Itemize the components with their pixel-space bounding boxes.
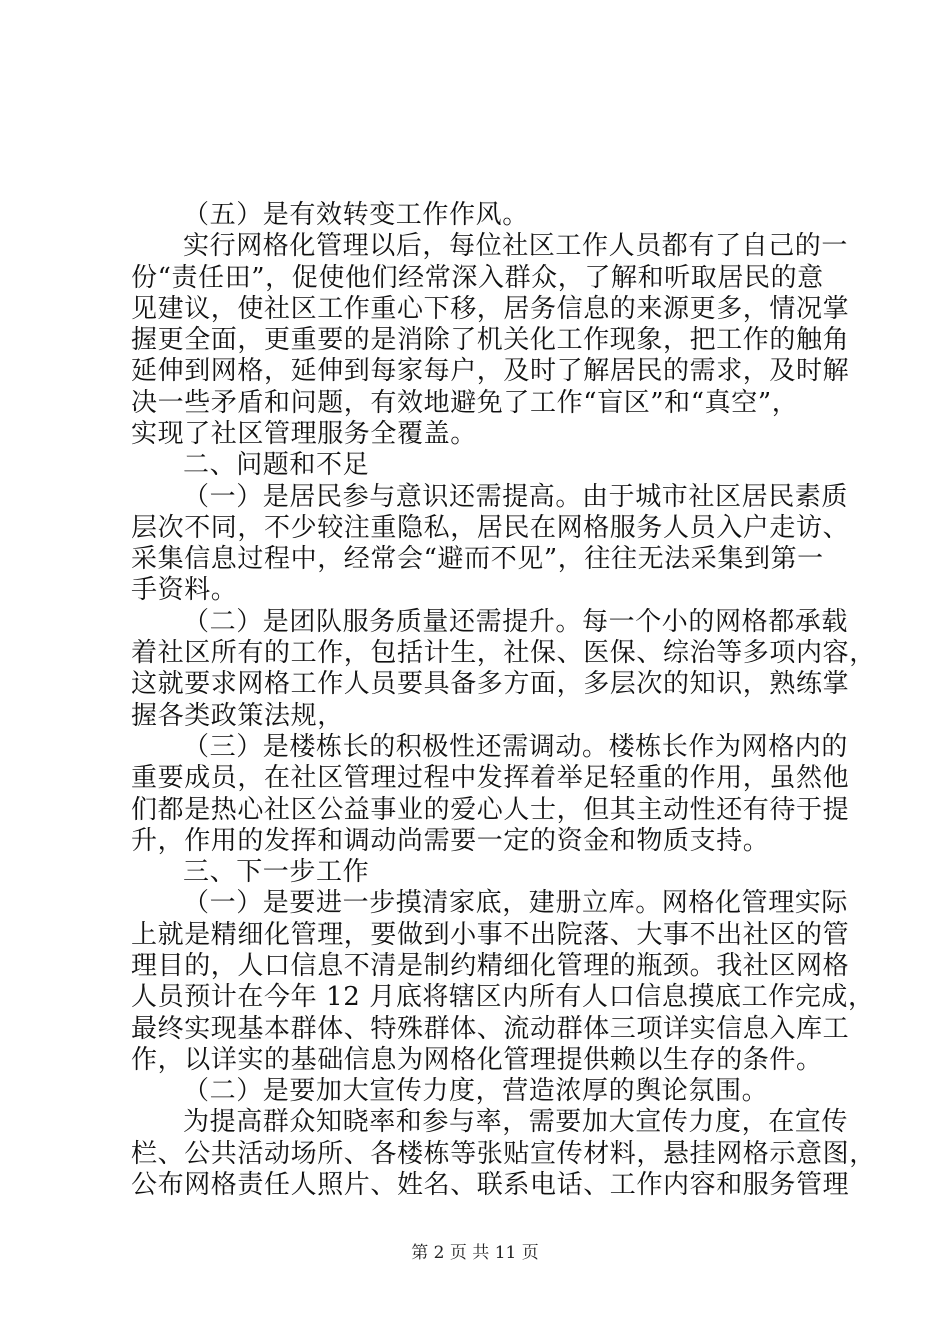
paragraph-line: 们都是热心社区公益事业的爱心人士，但其主动性还有待于提 xyxy=(131,795,850,825)
paragraph-line: 份“责任田”，促使他们经常深入群众，了解和听取居民的意 xyxy=(131,263,824,293)
paragraph-line: 理目的，人口信息不清是制约精细化管理的瓶颈。我社区网格 xyxy=(131,951,850,981)
paragraph-line: 重要成员，在社区管理过程中发挥着举足轻重的作用，虽然他 xyxy=(131,763,850,793)
paragraph-line: 决一些矛盾和问题，有效地避免了工作“盲区”和“真空”， xyxy=(131,388,799,418)
paragraph-line: 公布网格责任人照片、姓名、联系电话、工作内容和服务管理 xyxy=(131,1170,850,1200)
paragraph-line: 作，以详实的基础信息为网格化管理提供赖以生存的条件。 xyxy=(131,1045,823,1075)
paragraph-line: 升，作用的发挥和调动尚需要一定的资金和物质支持。 xyxy=(131,826,770,856)
paragraph-line: 见建议，使社区工作重心下移，居务信息的来源更多，情况掌 xyxy=(131,294,850,324)
paragraph-line: （一）是要进一步摸清家底，建册立库。网格化管理实际 xyxy=(183,888,849,918)
page-number-footer: 第 2 页 共 11 页 xyxy=(411,1243,539,1263)
paragraph-line: （一）是居民参与意识还需提高。由于城市社区居民素质 xyxy=(183,482,849,512)
paragraph-line: 这就要求网格工作人员要具备多方面，多层次的知识，熟练掌 xyxy=(131,669,850,699)
paragraph-line: 手资料。 xyxy=(131,575,238,605)
paragraph-line: 延伸到网格，延伸到每家每户，及时了解居民的需求，及时解 xyxy=(131,356,850,386)
section-heading-two: 二、问题和不足 xyxy=(183,450,370,480)
paragraph-line: 实行网格化管理以后，每位社区工作人员都有了自己的一 xyxy=(183,231,849,261)
heading-five: （五）是有效转变工作作风。 xyxy=(183,200,529,230)
paragraph-line: 栏、公共活动场所、各楼栋等张贴宣传材料，悬挂网格示意图， xyxy=(131,1139,876,1169)
paragraph-line: （三）是楼栋长的积极性还需调动。楼栋长作为网格内的 xyxy=(183,732,849,762)
paragraph-line: 为提高群众知晓率和参与率，需要加大宣传力度，在宣传 xyxy=(183,1107,849,1137)
paragraph-line: 采集信息过程中，经常会“避而不见”，往往无法采集到第一 xyxy=(131,544,824,574)
paragraph-line: 上就是精细化管理，要做到小事不出院落、大事不出社区的管 xyxy=(131,920,850,950)
paragraph-line: 握各类政策法规， xyxy=(131,701,344,731)
paragraph-line: （二）是要加大宣传力度，营造浓厚的舆论氛围。 xyxy=(183,1076,769,1106)
paragraph-line: 握更全面，更重要的是消除了机关化工作现象，把工作的触角 xyxy=(131,325,850,355)
paragraph-line: 实现了社区管理服务全覆盖。 xyxy=(131,419,477,449)
paragraph-line: 最终实现基本群体、特殊群体、流动群体三项详实信息入库工 xyxy=(131,1014,850,1044)
paragraph-line: 层次不同，不少较注重隐私，居民在网格服务人员入户走访、 xyxy=(131,513,850,543)
paragraph-line: 着社区所有的工作，包括计生，社保、医保、综治等多项内容， xyxy=(131,638,876,668)
paragraph-line: 人员预计在今年 12 月底将辖区内所有人口信息摸底工作完成， xyxy=(131,982,875,1012)
section-heading-three: 三、下一步工作 xyxy=(183,857,370,887)
paragraph-line: （二）是团队服务质量还需提升。每一个小的网格都承载 xyxy=(183,607,849,637)
